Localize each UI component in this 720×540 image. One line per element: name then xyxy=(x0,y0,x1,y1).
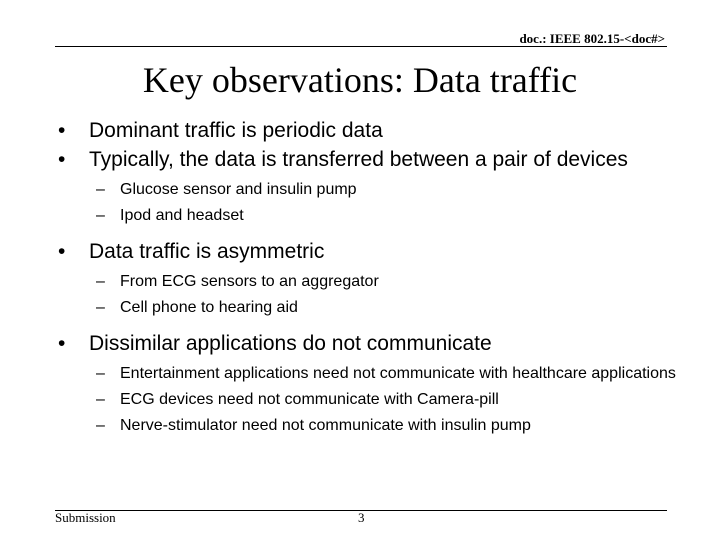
sub-bullet-text: ECG devices need not communicate with Camera-pill xyxy=(120,391,499,408)
sub-bullet-item xyxy=(58,297,678,319)
slide-title: Key observations: Data traffic xyxy=(142,60,578,100)
bullet-marker: • xyxy=(58,240,66,263)
sub-bullet-marker: – xyxy=(96,299,105,316)
sub-bullet-marker: – xyxy=(96,365,105,382)
sub-bullet-item xyxy=(58,271,678,293)
sub-bullet-item xyxy=(58,389,678,411)
sub-bullet-marker: – xyxy=(96,273,105,290)
sub-bullet-text: Ipod and headset xyxy=(120,207,244,224)
bullet-marker: • xyxy=(58,148,66,171)
bullet-text: Data traffic is asymmetric xyxy=(89,240,325,263)
sub-bullet-marker: – xyxy=(96,417,105,434)
sub-bullet-marker: – xyxy=(96,181,105,198)
sub-bullet-text: Cell phone to hearing aid xyxy=(120,299,298,316)
bullet-item xyxy=(58,329,678,358)
sub-bullet-text: Nerve-stimulator need not communicate with insulin pump xyxy=(120,417,531,434)
sub-bullet-item xyxy=(58,415,678,437)
sub-bullet-marker: – xyxy=(96,391,105,408)
bullet-marker: • xyxy=(58,119,66,142)
bullet-item xyxy=(58,237,678,266)
sub-bullet-text: From ECG sensors to an aggregator xyxy=(120,273,379,290)
sub-bullet-marker: – xyxy=(96,207,105,224)
bullet-item xyxy=(58,116,678,145)
slide-body xyxy=(58,116,678,437)
sub-bullet-text: Entertainment applications need not communicate with healthcare applications xyxy=(120,365,676,382)
bullet-text: Dissimilar applications do not communicate xyxy=(89,332,492,355)
header-rule xyxy=(55,46,667,47)
page-number: 3 xyxy=(358,510,365,525)
document-id: doc.: IEEE 802.15-<doc#> xyxy=(519,31,665,46)
bullet-text: Dominant traffic is periodic data xyxy=(89,119,383,142)
footer-submission: Submission xyxy=(55,510,116,525)
sub-bullet-item xyxy=(58,205,678,227)
sub-bullet-item xyxy=(58,363,678,385)
sub-bullet-text: Glucose sensor and insulin pump xyxy=(120,181,357,198)
bullet-text: Typically, the data is transferred between a pair of devices xyxy=(89,148,628,171)
bullet-marker: • xyxy=(58,332,66,355)
bullet-item xyxy=(58,145,678,174)
sub-bullet-item xyxy=(58,179,678,201)
